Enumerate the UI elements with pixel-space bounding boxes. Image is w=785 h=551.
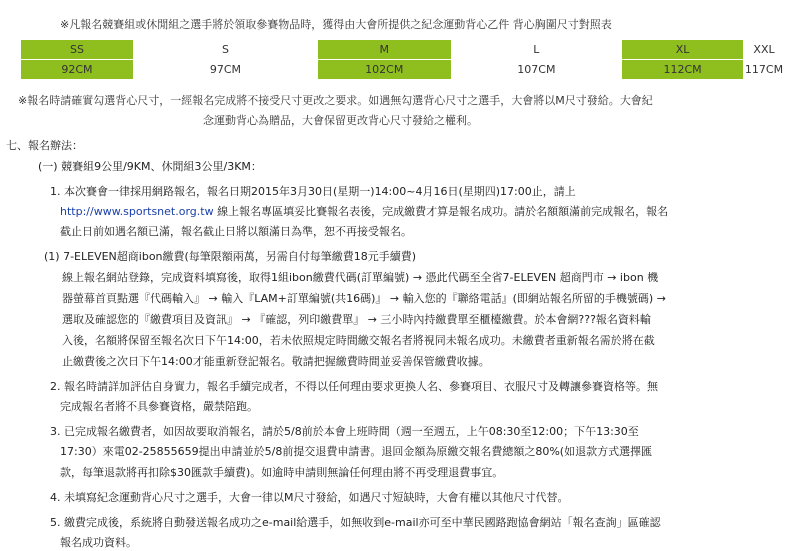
chest-cell: 117CM [744, 60, 785, 80]
size-cell: S [133, 40, 317, 60]
item-3-line: 款，每筆退款將再扣除$30匯款手續費)。如逾時申請則無論任何理由將不再受理退費事宜。 [60, 466, 504, 479]
item-3-line: 3. 已完成報名繳費者，如因故要取消報名，請於5/8前於本會上班時間（週一至週五，上午08:30至12:00；下午13:30至 [50, 425, 639, 438]
item-5-line: 報名成功資料。 [60, 536, 137, 549]
item-1-text: 線上報名專區填妥比賽報名表後，完成繳費才算是報名成功。請於名額額滿前完成報名，報名 [213, 205, 669, 218]
intro-note: ※凡報名競賽組或休閒組之選手將於領取參賽物品時，獲得由大會所提供之紀念運動背心乙件 背心胸圍尺寸對照表 [60, 18, 612, 31]
chest-row [21, 60, 785, 80]
size-cell: XL [622, 40, 744, 60]
item-2-line: 2. 報名時請詳加評估自身實力，報名手續完成者，不得以任何理由要求更換人名、參賽項目、衣服尺寸及轉讓參賽資格等。無 [50, 380, 658, 393]
chest-cell: 107CM [451, 60, 622, 80]
chest-cell: 92CM [21, 60, 134, 80]
ibon-line: 止繳費後之次日下午14:00才能重新登記報名。敬請把握繳費時間並妥善保管繳費收據。 [62, 355, 490, 368]
subsection-title: (一) 競賽組9公里/9KM、休閒組3公里/3KM： [38, 160, 262, 173]
ibon-line: 器螢幕首頁點選『代碼輸入』 → 輸入『LAM+訂單編號(共16碼)』 → 輸入您的『聯絡電話』(即網站報名所留的手機號碼) → [62, 292, 666, 305]
item-2-line: 完成報名者將不具參賽資格，嚴禁陪跑。 [60, 400, 258, 413]
size-row [21, 40, 785, 60]
chest-cell: 97CM [133, 60, 317, 80]
item-1-line: 截止日前如遇名額已滿，報名截止日將以額滿日為準，恕不再接受報名。 [60, 225, 412, 238]
size-note: 念運動背心為贈品，大會保留更改背心尺寸發給之權利。 [203, 114, 478, 127]
section-title: 七、報名辦法： [6, 139, 83, 152]
item-5-line: 5. 繳費完成後，系統將自動發送報名成功之e-mail給選手，如無收到e-mail亦可至中華民國路跑協會網站「報名查詢」區確認 [50, 516, 661, 529]
size-cell: M [317, 40, 451, 60]
item-4-line: 4. 未填寫紀念運動背心尺寸之選手，大會一律以M尺寸發給，如遇尺寸短缺時，大會有權以其他尺寸代替。 [50, 491, 569, 504]
chest-cell: 102CM [317, 60, 451, 80]
size-cell: XXL [744, 40, 785, 60]
size-cell: L [451, 40, 622, 60]
item-1-line [60, 203, 668, 219]
ibon-line: 入後，名額將保留至報名次日下午14:00，若未依照規定時間繳交報名者將視同未報名成功。未繳費者重新報名需於將在截 [62, 334, 655, 347]
ibon-line: 選取及確認您的『繳費項目及資訊』 → 『確認，列印繳費單』 → 三小時內持繳費單至櫃檯繳費。於本會網???報名資料輸 [62, 313, 651, 326]
item-1-line: 1. 本次賽會一律採用網路報名，報名日期2015年3月30日(星期一)14:00~4月16日(星期四)17:00止，請上 [50, 185, 576, 198]
ibon-line: 線上報名網站登錄，完成資料填寫後，取得1組ibon繳費代碼(訂單編號) → 憑此代碼至全省7-ELEVEN 超商門市 → ibon 機 [62, 271, 659, 284]
item-3-line: 17:30）來電02-25855659提出申請並於5/8前提交退費申請書。退回金額為原繳交報名費總額之80%(如退款方式選擇匯 [60, 445, 653, 458]
size-cell: SS [21, 40, 134, 60]
size-table [20, 39, 785, 80]
ibon-title: (1) 7-ELEVEN超商ibon繳費(每筆限額兩萬，另需自付每筆繳費18元手續費) [44, 250, 417, 263]
chest-cell: 112CM [622, 60, 744, 80]
sportsnet-link[interactable]: http://www.sportsnet.org.tw [60, 205, 214, 218]
size-note: ※報名時請確實勾選背心尺寸，一經報名完成將不接受尺寸更改之要求。如遇無勾選背心尺寸之選手，大會將以M尺寸發給。大會紀 [18, 94, 653, 107]
